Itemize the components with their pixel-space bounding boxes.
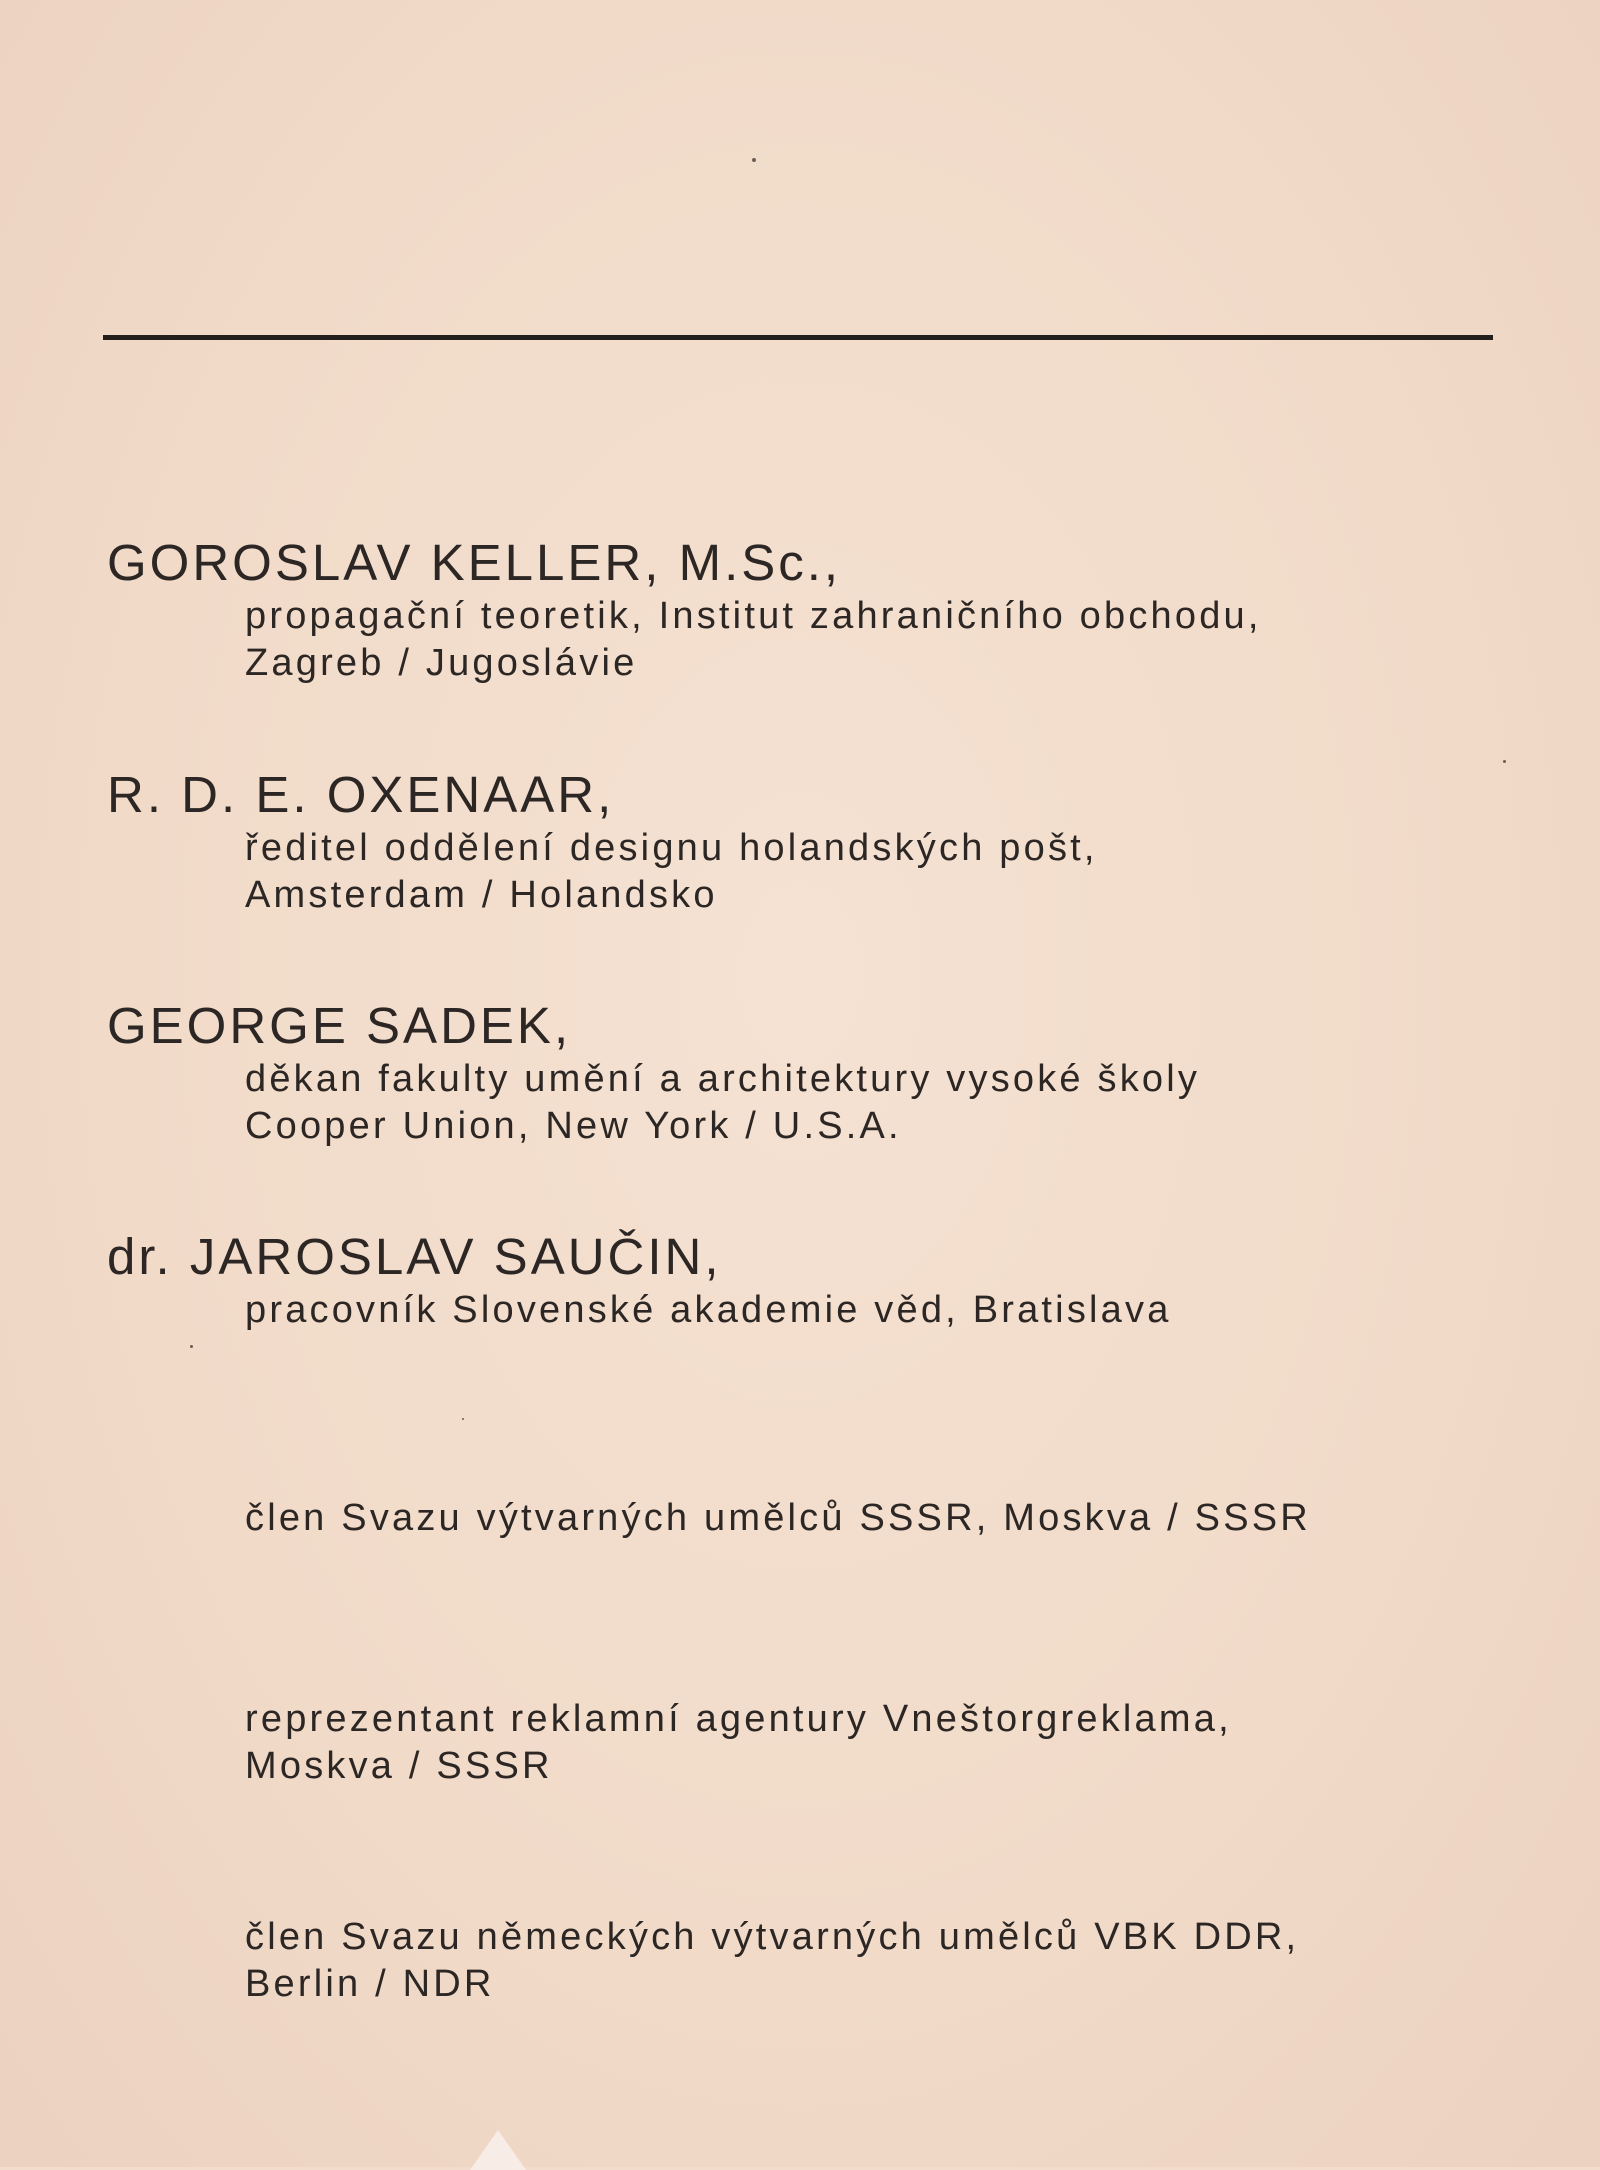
entry-description-line: člen Svazu německých výtvarných umělců VBK DDR, xyxy=(245,1916,1300,1958)
entry-sadek xyxy=(107,996,1507,1150)
paper-speck xyxy=(190,1345,193,1348)
entry-keller xyxy=(107,533,1507,687)
entry-description-line: Moskva / SSSR xyxy=(245,1745,553,1787)
entry-description-line: Cooper Union, New York / U.S.A. xyxy=(245,1105,902,1147)
entry-description-line: děkan fakulty umění a architektury vysoké školy xyxy=(245,1058,1201,1100)
entry-description-line: pracovník Slovenské akademie věd, Bratislava xyxy=(245,1289,1172,1331)
entry-vnestorgreklama xyxy=(107,1696,1507,1790)
entry-description-line: ředitel oddělení designu holandských pošt, xyxy=(245,827,1098,869)
paper-notch xyxy=(470,2130,526,2170)
entry-description-line: propagační teoretik, Institut zahraničního obchodu, xyxy=(245,595,1262,637)
entry-description-line: Berlin / NDR xyxy=(245,1963,495,2005)
entry-name: dr. JAROSLAV SAUČIN, xyxy=(107,1228,722,1285)
entry-vbk-ddr xyxy=(107,1914,1507,2008)
entry-sssr-member xyxy=(107,1495,1507,1542)
paper-speck xyxy=(752,158,756,162)
entry-description-line: člen Svazu výtvarných umělců SSSR, Moskva / SSSR xyxy=(245,1497,1311,1539)
entry-name: GOROSLAV KELLER, M.Sc., xyxy=(107,534,842,591)
paper-speck xyxy=(1503,760,1506,763)
entry-description-line: Amsterdam / Holandsko xyxy=(245,874,718,916)
horizontal-rule xyxy=(103,335,1493,340)
entry-description-line: reprezentant reklamní agentury Vneštorgreklama, xyxy=(245,1698,1232,1740)
entry-name: GEORGE SADEK, xyxy=(107,997,572,1054)
entry-name: R. D. E. OXENAAR, xyxy=(107,766,615,823)
entry-oxenaar xyxy=(107,765,1507,919)
paper-speck xyxy=(462,1418,464,1420)
entry-description-line: Zagreb / Jugoslávie xyxy=(245,642,638,684)
entry-saucin xyxy=(107,1227,1507,1334)
